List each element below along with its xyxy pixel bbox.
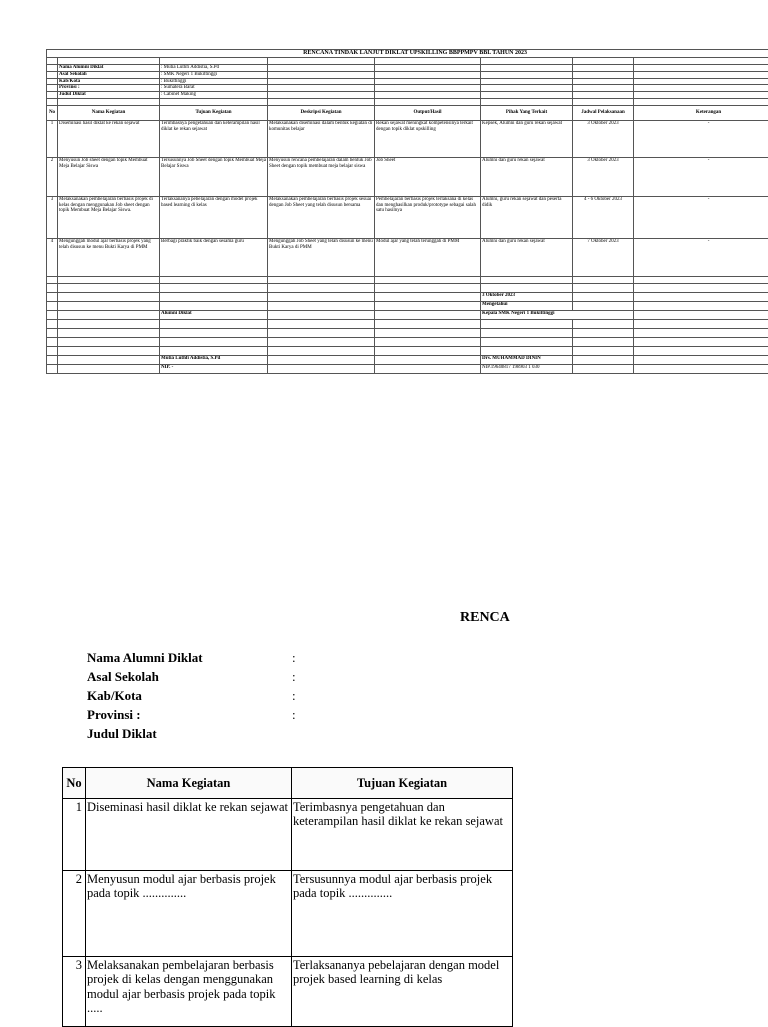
footer-signers-row <box>47 310 768 319</box>
row-no: 2 <box>47 157 58 196</box>
sheet-title: RENCANA TINDAK LANJUT DIKLAT UPSKILLING BBPPMPV BBL TAHUN 2023 <box>47 50 768 58</box>
footer-kepsek-label: Kepala SMK Negeri 1 Bukittinggi <box>481 310 634 319</box>
zoom-col-header-nama: Nama Kegiatan <box>86 768 292 799</box>
col-header-jadwal: Jadwal Pelaksanaan <box>573 105 634 120</box>
footer-alumni-name: Mutia Luthfi Addistia, S.Pd <box>160 355 268 364</box>
row-pihak: Alumni, guru rekan sejawat dan peserta didik <box>481 196 573 238</box>
info-label: Nama Alumni Diklat <box>58 65 160 72</box>
zoom-table-row <box>63 871 513 957</box>
row-pihak: Alumni dan guru rekan sejawat <box>481 157 573 196</box>
footer-alumni-label: Alumni Diklat <box>160 310 268 319</box>
info-label: Kab/Kota <box>58 78 160 85</box>
row-no: 1 <box>47 120 58 157</box>
info-row <box>47 65 768 72</box>
row-tujuan: Terlaksananya pebelajaran dengan model projek based learning di kelas <box>160 196 268 238</box>
row-deskripsi: Mengunggah Job Sheet yang telah disusun ke menu Bukti Karya di PMM <box>268 238 375 276</box>
info-value: : Bukittinggi <box>160 78 268 85</box>
row-jadwal: 3 Oktober 2023 <box>573 120 634 157</box>
row-deskripsi: Melaksanakan pembelajaran berbasis projek sesuai dengan Job Sheet yang telah disusun bersama <box>268 196 375 238</box>
row-tujuan: Berbagi praktik baik dengan sesama guru <box>160 238 268 276</box>
zoom-info-block <box>87 650 312 745</box>
zoom-activity-table <box>62 767 513 1027</box>
footer-kepsek-nip: NIP.19640817 198903 1 030 <box>481 364 573 373</box>
zoom-row-tujuan: Terimbasnya pengetahuan dan keterampilan hasil diklat ke rekan sejawat <box>292 799 513 871</box>
col-header-keterangan: Keterangan <box>634 105 768 120</box>
row-nama: Melaksanakan pembelajaran berbasis projek di kelas dengan menggunakan Job sheet dengan topik Membuat Meja Belajar Siswa. <box>58 196 160 238</box>
row-nama: Mengunggah modul ajar berbasis projek yang telah disusun ke menu Bukti Karya di PMM <box>58 238 160 276</box>
col-header-deskripsi: Deskripsi Kegiatan <box>268 105 375 120</box>
zoom-info-label: Kab/Kota <box>87 688 292 707</box>
zoom-row-no: 1 <box>63 799 86 871</box>
footer-nip-row <box>47 364 768 373</box>
row-jadwal: 3 Oktober 2023 <box>573 157 634 196</box>
zoom-header-row <box>63 768 513 799</box>
table-row <box>47 238 768 276</box>
rtl-spreadsheet <box>46 49 768 374</box>
zoom-row-nama: Menyusun modul ajar berbasis projek pada topik .............. <box>86 871 292 957</box>
zoom-info-row <box>87 688 312 707</box>
row-output: Rekan sejawat meningkat kompetensinya terkait dengan topik diklat upskilling <box>375 120 481 157</box>
row-ket: - <box>634 120 768 157</box>
zoom-row-nama: Melaksanakan pembelajaran berbasis projek di kelas dengan menggunakan modul ajar berbasis projek pada topik ..... <box>86 957 292 1027</box>
sheet-title-row <box>47 50 768 58</box>
footer-mengetahui: Mengetahui <box>481 301 573 310</box>
table-row <box>47 120 768 157</box>
zoom-info-row <box>87 726 312 745</box>
row-no: 4 <box>47 238 58 276</box>
footer-date: 3 Oktober 2023 <box>481 292 573 301</box>
row-deskripsi: Menyusun rencana pembelajaran dalam bentuk Job Sheet dengan topik membuat meja belajar siswa <box>268 157 375 196</box>
zoom-table-row <box>63 799 513 871</box>
row-no: 3 <box>47 196 58 238</box>
zoom-info-colon: : <box>292 669 312 688</box>
zoom-info-colon: : <box>292 707 312 726</box>
zoom-title: RENCA <box>460 610 510 626</box>
zoom-info-colon: : <box>292 688 312 707</box>
row-output: Pembelajaran berbasis projek terlaksana di kelas dan menghasilkan produk/prototype sebagai salah satu hasilnya <box>375 196 481 238</box>
col-header-pihak: Pihak Yang Terkait <box>481 105 573 120</box>
table-row <box>47 196 768 238</box>
info-value: : Mutia Luthfi Addistia, S.Pd <box>160 65 268 72</box>
table-row <box>47 157 768 196</box>
info-row <box>47 71 768 78</box>
row-ket: - <box>634 238 768 276</box>
row-ket: - <box>634 196 768 238</box>
footer-mengetahui-row <box>47 301 768 310</box>
zoom-info-row <box>87 650 312 669</box>
col-header-output: Output/Hasil <box>375 105 481 120</box>
row-output: Modul ajar yang telah terunggah di PMM <box>375 238 481 276</box>
footer-names-row <box>47 355 768 364</box>
info-value: : SMK Negeri 1 Bukittinggi <box>160 71 268 78</box>
footer-date-row <box>47 292 768 301</box>
zoom-col-header-no: No <box>63 768 86 799</box>
col-header-no: No <box>47 105 58 120</box>
zoom-info-row <box>87 669 312 688</box>
row-tujuan: Tersusunnya Job Sheet dengan topik Membuat Meja Belajar Siswa <box>160 157 268 196</box>
row-nama: Menyusun Job sheet dengan topik Membuat Meja Belajar Siswa <box>58 157 160 196</box>
info-value: : Cabinet Making <box>160 92 268 99</box>
row-deskripsi: Melaksanakan diseminasi dalam bentuk kegiatan di komunitas belajar <box>268 120 375 157</box>
info-label: Asal Sekolah <box>58 71 160 78</box>
row-jadwal: 7 Oktober 2023 <box>573 238 634 276</box>
info-row <box>47 85 768 92</box>
zoom-info-colon: : <box>292 650 312 669</box>
zoom-row-nama: Diseminasi hasil diklat ke rekan sejawat <box>86 799 292 871</box>
row-ket: - <box>634 157 768 196</box>
info-row <box>47 92 768 99</box>
zoom-row-no: 3 <box>63 957 86 1027</box>
row-tujuan: Terimbasnya pengetahuan dan keterampilan hasil diklat ke rekan sejawat <box>160 120 268 157</box>
footer-alumni-nip: NIP. - <box>160 364 268 373</box>
zoom-row-tujuan: Tersusunnya modul ajar berbasis projek pada topik .............. <box>292 871 513 957</box>
info-row <box>47 78 768 85</box>
zoom-info-row <box>87 707 312 726</box>
row-nama: Diseminasi hasil diklat ke rekan sejawat <box>58 120 160 157</box>
zoom-info-label: Asal Sekolah <box>87 669 292 688</box>
zoom-table-row <box>63 957 513 1027</box>
row-jadwal: 4 - 6 Oktober 2023 <box>573 196 634 238</box>
col-header-tujuan: Tujuan Kegiatan <box>160 105 268 120</box>
footer-kepsek-name: Drs. MUHAMMAD DININ <box>481 355 573 364</box>
zoom-info-label: Judul Diklat <box>87 726 292 745</box>
info-value: : Sumatera Barat <box>160 85 268 92</box>
sheet-header-row <box>47 105 768 120</box>
zoom-info-label: Nama Alumni Diklat <box>87 650 292 669</box>
info-label: Provinsi : <box>58 85 160 92</box>
zoom-col-header-tujuan: Tujuan Kegiatan <box>292 768 513 799</box>
zoom-info-label: Provinsi : <box>87 707 292 726</box>
col-header-nama: Nama Kegiatan <box>58 105 160 120</box>
row-pihak: Alumni dan guru rekan sejawat <box>481 238 573 276</box>
row-pihak: Kepsek, Alumni dan guru rekan sejawat <box>481 120 573 157</box>
row-output: Job Sheet <box>375 157 481 196</box>
info-label: Judul Diklat <box>58 92 160 99</box>
zoom-row-tujuan: Terlaksananya pebelajaran dengan model projek based learning di kelas <box>292 957 513 1027</box>
zoom-row-no: 2 <box>63 871 86 957</box>
